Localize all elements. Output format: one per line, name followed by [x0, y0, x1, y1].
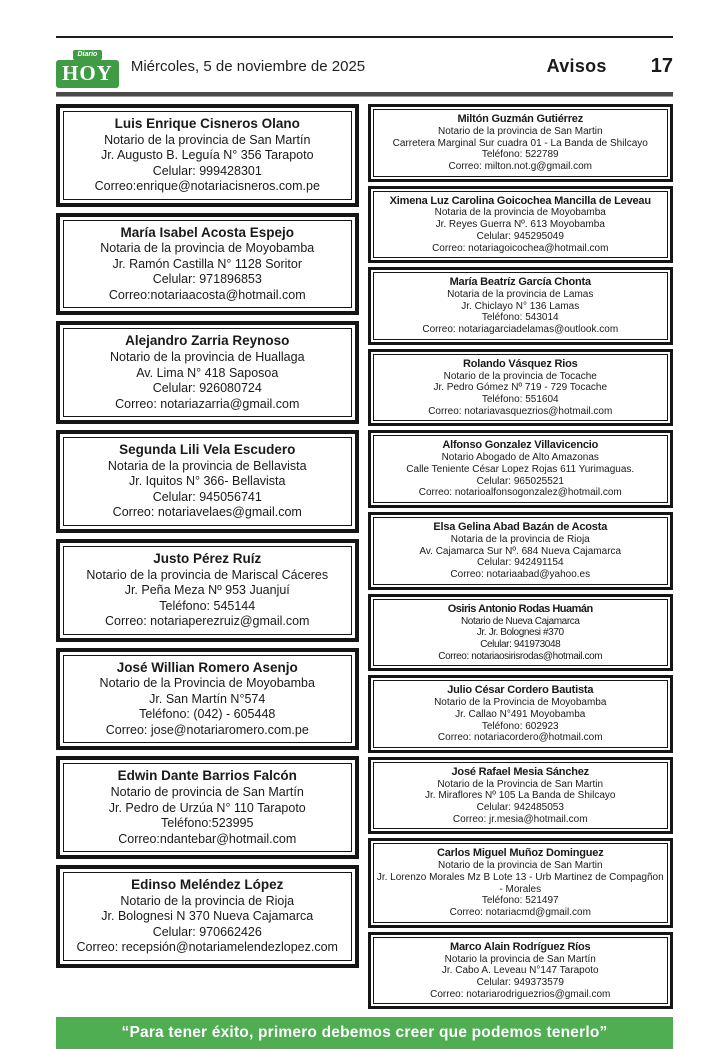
notary-line: Celular: 941973048 [480, 638, 561, 650]
notary-line: Correo: notariaosirisrodas@hotmail.com [438, 650, 603, 662]
notary-line: Correo: recepsión@notariamelendezlopez.com [76, 940, 338, 955]
section-title: Avisos [546, 55, 607, 76]
notary-card-inner [63, 111, 352, 200]
hoy-logo [56, 44, 119, 88]
notary-card [56, 648, 359, 751]
notary-name: Justo Pérez Ruíz [153, 550, 262, 566]
notary-line: Teléfono: 543014 [481, 312, 559, 324]
notary-line: Jr. Pedro Gómez Nº 719 - 729 Tocache [433, 382, 608, 394]
notary-name: Rolando Vásquez Rios [462, 357, 578, 370]
notary-line: Celular: 971896853 [152, 272, 262, 287]
notary-line: Celular: 965025521 [476, 475, 564, 487]
notary-line: Notaria de la provincia de Moyobamba [434, 207, 606, 219]
notary-line: Notario de la Provincia de Moyobamba [434, 697, 607, 709]
notary-line: Correo: notariaperezruiz@gmail.com [105, 614, 310, 629]
notary-line: Jr. Jr. Bolognesi #370 [476, 627, 564, 639]
notary-line: Av. Cajamarca Sur Nº. 684 Nueva Cajamarca [419, 545, 622, 557]
notary-line: Jr. San Martín N°574 [149, 691, 266, 706]
notary-line: Notario de la provincia de San Martín [104, 132, 311, 147]
notary-line: Correo:notariaacosta@hotmail.com [108, 287, 306, 302]
notary-card-inner [373, 680, 669, 748]
notary-line: Correo:enrique@notariacisneros.com.pe [94, 179, 320, 194]
notary-card-inner [373, 517, 669, 585]
notary-card [368, 104, 674, 182]
notary-line: Carretera Marginal Sur cuadra 01 - La Banda de Shilcayo [392, 137, 648, 149]
notary-line: Teléfono: (042) - 605448 [139, 707, 276, 722]
notary-line: Notaria de la provincia de Bellavista [107, 458, 307, 473]
notary-line: Jr. Peña Meza Nº 953 Juanjuí [124, 583, 290, 598]
notary-line: Celular: 970662426 [152, 924, 262, 939]
notary-line: Celular: 945295049 [476, 230, 564, 242]
notary-name: Carlos Miguel Muñoz Dominguez [436, 847, 604, 860]
notary-card [368, 594, 674, 672]
notary-line: Celular: 942485053 [476, 802, 564, 814]
notary-card-inner [63, 437, 352, 526]
notary-card [368, 267, 674, 345]
notary-line: - Morales [499, 883, 542, 895]
notary-line: Notario de provincia de San Martín [110, 785, 304, 800]
notary-line: Correo: milton.not.g@gmail.com [448, 160, 593, 172]
notary-line: Notario Abogado de Alto Amazonas [441, 452, 599, 464]
notary-name: Edwin Dante Barrios Falcón [117, 768, 297, 784]
notary-name: Alfonso Gonzalez Villavicencio [442, 439, 599, 452]
page-number: 17 [650, 54, 673, 77]
quote-text: “Para tener éxito, primero debemos creer que podemos tenerlo” [121, 1024, 608, 1042]
notary-name: Ximena Luz Carolina Goicochea Mancilla de Leveau [389, 194, 651, 207]
notary-name: Alejandro Zarria Reynoso [125, 333, 290, 349]
notary-line: Notario de Nueva Cajamarca [460, 615, 580, 627]
notary-name: Segunda Lili Vela Escudero [119, 442, 296, 458]
notary-card [56, 865, 359, 968]
notary-line: Jr. Cabo A. Leveau N°147 Tarapoto [441, 965, 599, 977]
notary-line: Correo: notariazarria@gmail.com [115, 396, 300, 411]
notary-card-inner [63, 220, 352, 309]
notary-name: José Rafael Mesia Sánchez [451, 765, 589, 778]
notary-line: Notario de la provincia de San Martin [437, 125, 603, 137]
notary-line: Correo: notariacmd@gmail.com [449, 907, 591, 919]
notary-line: Correo: notariagoicochea@hotmail.com [432, 242, 609, 254]
notary-line: Teléfono: 522789 [481, 149, 559, 161]
notary-line: Notaria de la provincia de Lamas [447, 289, 594, 301]
notary-line: Correo: notarioalfonsogonzalez@hotmail.com [418, 487, 622, 499]
notary-card [368, 838, 674, 927]
notary-line: Jr. Pedro de Urzúa N° 110 Tarapoto [108, 800, 306, 815]
notary-card [56, 756, 359, 859]
notary-line: Teléfono: 551604 [481, 394, 559, 406]
notary-card-inner [373, 191, 669, 259]
notary-line: Notario la provincia de San Martín [444, 953, 596, 965]
notary-card-inner [63, 655, 352, 744]
notary-name: Miltón Guzmán Gutiérrez [457, 113, 584, 125]
page-header [56, 43, 673, 89]
notary-card-inner [373, 435, 669, 503]
notary-line: Correo: notariaabad@yahoo.es [450, 568, 591, 580]
notary-name: Luis Enrique Cisneros Olano [114, 116, 300, 131]
notary-card-inner [373, 762, 669, 830]
notary-line: Notaria de la provincia de Rioja [450, 533, 590, 545]
notary-card [368, 675, 674, 753]
notary-line: Correo: notariavasquezrios@hotmail.com [428, 405, 613, 417]
notary-line: Jr. Ramón Castilla N° 1128 Soritor [112, 256, 303, 271]
notary-card [56, 321, 359, 424]
quote-bar [56, 1017, 673, 1049]
top-rule [56, 36, 673, 38]
notary-line: Jr. Iquitos N° 366- Bellavista [129, 474, 286, 489]
notary-line: Celular: 999428301 [152, 163, 262, 178]
notary-line: Correo:ndantebar@hotmail.com [118, 831, 297, 846]
notary-card [368, 757, 674, 835]
notary-line: Teléfono: 545144 [159, 598, 256, 613]
notary-card-inner [373, 354, 669, 422]
notary-line: Teléfono: 521497 [481, 895, 559, 907]
notary-line: Jr. Miraflores Nº 105 La Banda de Shilcayo [425, 790, 616, 802]
notary-card-inner [373, 843, 669, 922]
notary-name: Marco Alain Rodríguez Ríos [450, 940, 591, 953]
notary-line: Correo: notariarodriguezrios@gmail.com [430, 988, 611, 1000]
notary-line: Jr. Bolognesi N 370 Nueva Cajamarca [101, 909, 314, 924]
notary-line: Notario de la provincia de San Martin [437, 860, 603, 872]
notary-line: Correo: notariacordero@hotmail.com [437, 732, 603, 744]
notary-name: José Willian Romero Asenjo [116, 659, 298, 675]
notary-card [56, 539, 359, 642]
notary-line: Correo: jose@notariaromero.com.pe [105, 722, 309, 737]
notary-card-inner [373, 109, 669, 177]
notary-line: Celular: 949373579 [476, 977, 564, 989]
notary-line: Teléfono:523995 [161, 816, 254, 831]
notary-card-inner [373, 937, 669, 1005]
notary-card [368, 512, 674, 590]
notary-card-inner [373, 272, 669, 340]
notary-line: Jr. Reyes Guerra Nº. 613 Moyobamba [435, 219, 605, 231]
notary-card [56, 104, 359, 207]
notary-line: Calle Teniente César Lopez Rojas 611 Yurimaguas. [406, 463, 635, 475]
left-column [56, 104, 359, 968]
notary-name: María Beatríz García Chonta [449, 276, 591, 289]
notary-line: Correo: notariagarciadelamas@outlook.com [422, 324, 619, 336]
notary-line: Notario de la provincia de Rioja [120, 893, 295, 908]
notary-card-inner [63, 328, 352, 417]
notary-card-inner [63, 872, 352, 961]
header-right [547, 55, 673, 78]
logo-hoy-label: HOY [56, 60, 119, 88]
notary-card [368, 186, 674, 264]
notary-card [368, 430, 674, 508]
notary-name: Elsa Gelina Abad Bazán de Acosta [433, 521, 608, 534]
notary-line: Correo: jr.mesia@hotmail.com [452, 813, 588, 825]
notary-name: Edinso Meléndez López [131, 877, 284, 893]
notary-card [56, 213, 359, 316]
notary-line: Jr. Chiclayo N° 136 Lamas [461, 300, 580, 312]
notary-line: Jr. Augusto B. Leguía N° 356 Tarapoto [100, 148, 314, 163]
notary-card [56, 430, 359, 533]
notary-line: Jr. Lorenzo Morales Mz B Lote 13 - Urb Martinez de Compagñon [376, 872, 664, 884]
notary-card-inner [63, 763, 352, 852]
notary-line: Correo: notariavelaes@gmail.com [112, 505, 302, 520]
notary-line: Jr. Callao N°491 Moyobamba [455, 708, 586, 720]
notary-line: Notario de la Provincia de Moyobamba [99, 676, 315, 691]
right-column [368, 104, 674, 1009]
notary-line: Celular: 945056741 [152, 489, 262, 504]
notary-line: Notaria de la provincia de Moyobamba [100, 241, 315, 256]
header-rule [56, 92, 673, 97]
notary-name: Julio César Cordero Bautista [447, 684, 594, 697]
notary-name: Osiris Antonio Rodas Huamán [447, 602, 593, 615]
notary-line: Av. Lima N° 418 Saposoa [136, 365, 279, 380]
notary-name: María Isabel Acosta Espejo [120, 224, 295, 240]
notary-line: Notario de la provincia de Huallaga [109, 350, 305, 365]
notary-card-inner [373, 599, 669, 667]
notary-line: Notario de la provincia de Mariscal Cáceres [86, 567, 329, 582]
notary-line: Celular: 942491154 [476, 557, 564, 569]
logo-diario-label: Diario [73, 50, 103, 60]
edition-date: Miércoles, 5 de noviembre de 2025 [130, 57, 366, 75]
notary-line: Celular: 926080724 [152, 381, 262, 396]
notary-card-inner [63, 546, 352, 635]
notary-card [368, 349, 674, 427]
notary-line: Notario de la Provincia de San Martin [437, 778, 604, 790]
notary-line: Teléfono: 602923 [481, 720, 559, 732]
notary-line: Notario de la provincia de Tocache [443, 370, 597, 382]
notary-card [368, 932, 674, 1010]
notary-columns [56, 104, 673, 1009]
